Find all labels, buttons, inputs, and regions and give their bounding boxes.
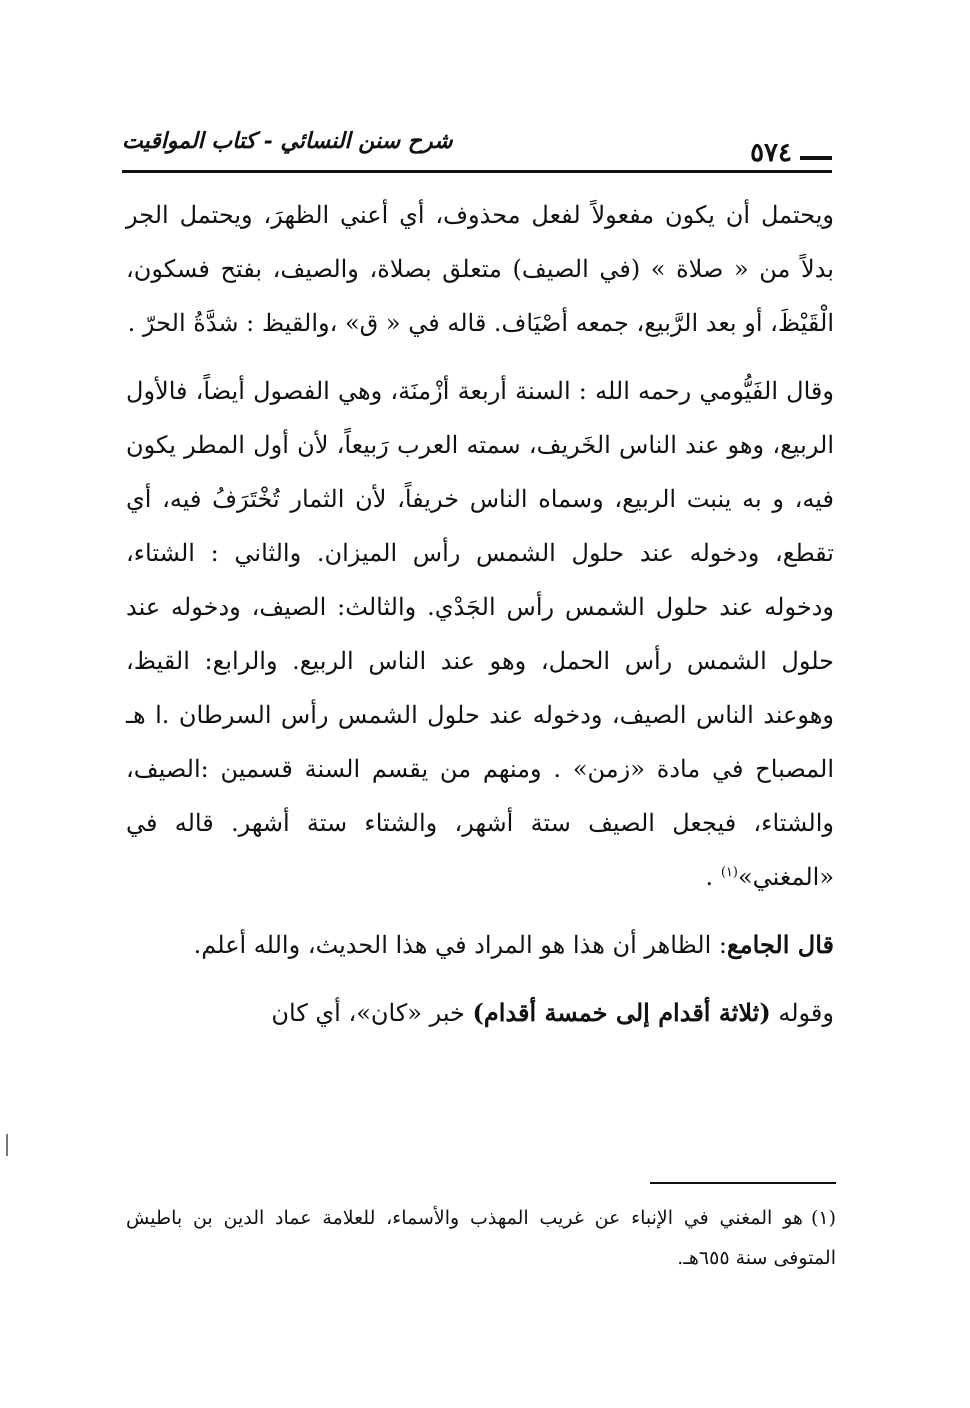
paragraph-4-text: خبر «كان»، أي كان <box>271 999 473 1027</box>
main-text <box>126 188 834 1040</box>
margin-mark <box>6 1134 8 1156</box>
running-title: شرح سنن النسائي - كتاب المواقيت <box>122 128 453 154</box>
footnote-reference: (١) <box>720 865 738 880</box>
paragraph-2-end: . <box>705 863 721 891</box>
paragraph-1: ويحتمل أن يكون مفعولاً لفعل محذوف، أي أعني الظهرَ، ويحتمل الجر بدلاً من « صلاة » (في الصيف) متعلق بصلاة، والصيف، بفتح فسكون، الْقَيْظَ، أو بعد الرَّبيع، جمعه أصْيَاف. قاله في « ق» ،والقيظ : شدَّةُ الحرّ . <box>126 201 834 337</box>
page-number-dash <box>800 156 832 160</box>
paragraph-4-start: وقوله <box>770 999 834 1027</box>
paragraph-2-text: وقال الفَيُّومي رحمه الله : السنة أربعة أزْمنَة، وهي الفصول أيضاً، فالأول الربيع، وهو عند الناس الخَريف، سمته العرب رَبيعاً، لأن أول المطر يكون فيه، و به ينبت الربيع، وسماه الناس خريفاً، لأن الثمار تُخْتَرَفُ فيه، أي تقطع، ودخوله عند حلول الشمس رأس الميزان. والثاني : الشتاء، ودخوله عند حلول الشمس رأس الجَدْي. والثالث: الصيف، ودخوله عند حلول الشمس رأس الحمل، وهو عند الناس الربيع. والرابع: القيظ، وهوعند الناس الصيف، ودخوله عند حلول الشمس رأس السرطان .ا هـ المصباح في مادة «زمن» . ومنهم من يقسم السنة قسمين :الصيف، والشتاء، فيجعل الصيف ستة أشهر، والشتاء ستة أشهر. قاله في «المغني» <box>126 377 834 891</box>
header-rule <box>122 170 832 173</box>
paragraph-3-heading: قال الجامع <box>727 930 834 959</box>
footnote-marker: (١) <box>810 1207 836 1229</box>
footnote-text: هو المغني في الإنباء عن غريب المهذب والأسماء، للعلامة عماد الدين بن باطيش المتوفى سنة ٦٥٥هـ. <box>126 1207 836 1269</box>
footnote <box>126 1198 836 1278</box>
paragraph-4-quote: (ثلاثة أقدام إلى خمسة أقدام) <box>472 998 771 1027</box>
paragraph-3-text: : الظاهر أن هذا هو المراد في هذا الحديث، والله أعلم. <box>193 931 727 959</box>
footnote-rule <box>650 1182 836 1184</box>
page-header <box>122 122 832 178</box>
paragraph-2 <box>126 364 834 904</box>
paragraph-4 <box>126 986 834 1040</box>
paragraph-3 <box>126 918 834 972</box>
page-number: ٥٧٤ <box>750 138 792 168</box>
